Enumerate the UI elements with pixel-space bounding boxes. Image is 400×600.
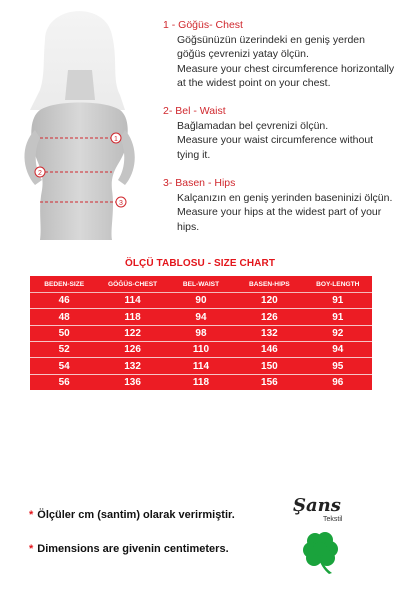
note-english-text: Dimensions are givenin centimeters. [37,543,229,555]
brand-subtitle: Tekstil [323,516,343,523]
cell-size: 52 [30,342,98,358]
table-row [30,358,372,374]
waist-instruction [163,104,395,162]
header-waist: BEL-WAIST [167,276,235,293]
cell-hips: 126 [235,309,303,325]
chest-text-en: Measure your chest circumference horizontally at the widest point on your chest. [177,62,395,89]
waist-marker [35,167,45,177]
header-chest: GÖĞÜS-CHEST [98,276,166,293]
hips-text-en: Measure your hips at the widest part of your hips. [177,206,382,233]
size-chart-title: ÖLÇÜ TABLOSU - SIZE CHART [124,258,276,269]
cell-chest: 132 [98,358,166,374]
waist-text-en: Measure your waist circumference without tying it. [177,134,374,161]
cell-size: 50 [30,325,98,341]
cell-waist: 98 [167,325,235,341]
cell-hips: 156 [261,376,278,388]
waist-marker-label: 2 [38,170,42,177]
table-row [30,374,372,390]
hips-instruction [163,176,395,234]
header-size: BEDEN-SIZE [30,276,98,293]
cell-hips: 120 [235,293,303,309]
note-english [29,543,229,555]
cell-hips: 132 [235,325,303,341]
note-turkish-text: Ölçüler cm (santim) olarak verirmiştir. [37,509,235,521]
cell-size: 48 [30,309,98,325]
cell-waist: 90 [167,293,235,309]
table-row [30,325,372,341]
cell-chest: 136 [124,376,141,388]
hips-marker [116,197,126,207]
cell-chest: 126 [98,342,166,358]
size-chart-table [30,276,372,390]
table-header-row [30,276,372,293]
cell-length: 92 [304,325,372,341]
cell-length: 94 [304,342,372,358]
note-star: * [29,509,34,521]
cell-length: 91 [304,309,372,325]
brand-name: Şans [293,495,341,516]
cell-size: 46 [30,293,98,309]
waist-heading: 2- Bel - Waist [163,105,226,117]
cell-waist: 118 [192,376,210,388]
cell-length: 96 [332,376,344,388]
clover-icon [298,527,346,575]
brand-logo [288,495,368,575]
cell-hips: 146 [235,342,303,358]
note-turkish [29,509,235,521]
cell-waist: 114 [167,358,235,374]
cell-size: 54 [30,358,98,374]
header-hips: BASEN-HIPS [235,276,303,293]
table-row [30,293,372,309]
note-star: * [29,543,34,555]
table-row [30,309,372,325]
chest-marker-label: 1 [114,136,118,143]
cell-size: 56 [58,376,70,388]
hips-marker-label: 3 [119,200,123,207]
chest-heading: 1 - Göğüs- Chest [163,19,243,31]
table-row [30,342,372,358]
hips-heading: 3- Basen - Hips [163,177,236,189]
chest-marker [111,133,121,143]
cell-waist: 94 [167,309,235,325]
hips-text-tr: Kalçanızın en geniş yerinden baseninizi ölçün. [177,191,393,204]
cell-chest: 122 [98,325,166,341]
chest-instruction [163,18,395,91]
header-length: BOY-LENGTH [304,276,372,293]
waist-text-tr: Bağlamadan bel çevrenizi ölçün. [177,119,329,132]
cell-hips: 150 [235,358,303,374]
cell-length: 91 [304,293,372,309]
mannequin-figure [0,0,160,250]
chest-text-tr: Göğsünüzün üzerindeki en geniş yerden göğüs çevrenizi yatay ölçün. [177,33,365,60]
cell-waist: 110 [167,342,235,358]
cell-chest: 118 [98,309,166,325]
cell-length: 95 [304,358,372,374]
cell-chest: 114 [98,293,166,309]
